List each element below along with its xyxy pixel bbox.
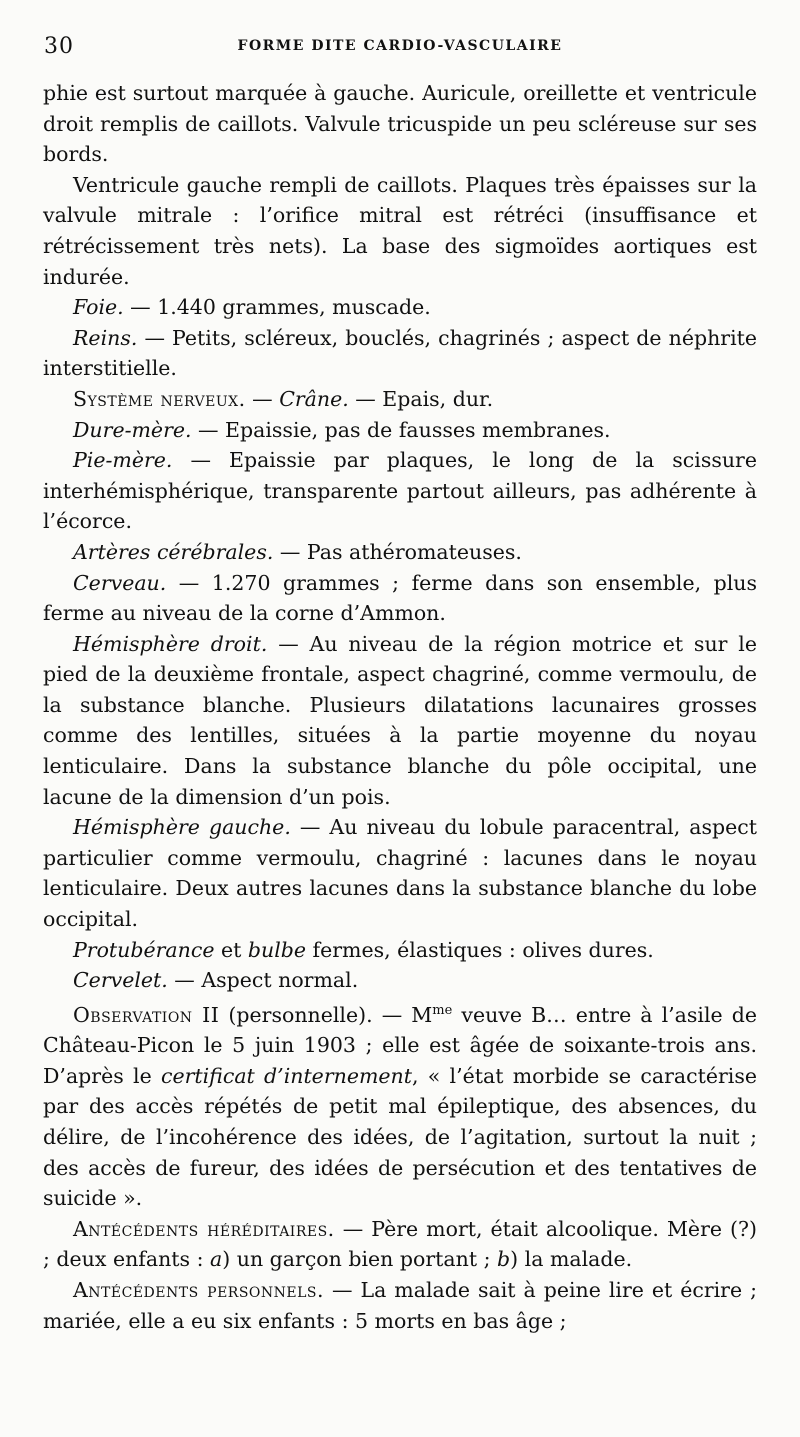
page-number: 30 bbox=[44, 34, 74, 59]
paragraph-cerebellum: Cervelet. — Aspect normal. bbox=[73, 968, 359, 993]
section-label: Cervelet. bbox=[73, 968, 168, 993]
paragraph-dura-mater: Dure-mère. — Epaissie, pas de fausses membranes. bbox=[73, 417, 611, 442]
paragraph-heart-right: phie est surtout marquée à gauche. Auricule, oreillette et ventricule droit remplis de caillots. Valvule tricuspide un peu scléreuse sur ses bords. bbox=[43, 81, 757, 167]
paragraph-pia-mater: Pie-mère. — Epaissie par plaques, le long de la scissure interhémisphérique, transparente partout ailleurs, pas adhérente à l’écorce. bbox=[43, 448, 757, 534]
paragraph-brain: Cerveau. — 1.270 grammes ; ferme dans son ensemble, plus ferme au niveau de la corne d’Ammon. bbox=[43, 570, 757, 626]
paragraph-right-hemisphere: Hémisphère droit. — Au niveau de la région motrice et sur le pied de la deuxième frontale, aspect chagriné, comme vermoulu, de la substance blanche. Plusieurs dilatations lacunaires grosses comme des lentilles, situées à la partie moyenne du noyau lenticulaire. Dans la substance blanche du pôle occipital, une lacune de la dimension d’un pois. bbox=[43, 631, 757, 809]
section-heading: Antécédents personnels. bbox=[73, 1277, 325, 1302]
paragraph-nervous-system: Système nerveux. — Crâne. — Epais, dur. bbox=[73, 386, 494, 411]
section-heading: Observation II bbox=[73, 1002, 220, 1027]
paragraph-hereditary-history: Antécédents héréditaires. — Père mort, était alcoolique. Mère (?) ; deux enfants : a) un garçon bien portant ; b) la malade. bbox=[43, 1216, 757, 1272]
paragraph-observation-2: Observation II (personnelle). — $M^{me}$ veuve B… entre à l’asile de Château-Picon le 5 juin 1903 ; elle est âgée de soixante-trois ans. D’après le certificat d’internement, « l’état morbide se caractérise par des accès répétés de petit mal épileptique, des absences, du délire, de l’incohérence des idées, de l’agitation, surtout la nuit ; des accès de fureur, des idées de persécution et des tentatives de suicide ». bbox=[43, 1002, 757, 1211]
section-heading: Système nerveux. bbox=[73, 386, 246, 411]
paragraph-heart-left: Ventricule gauche rempli de caillots. Plaques très épaisses sur la valvule mitrale : l’orifice mitral est rétréci (insuffisance et rétrécissement très nets). La base des sigmoïdes aortiques est indurée. bbox=[43, 172, 757, 289]
section-label: Artères cérébrales. bbox=[73, 539, 274, 564]
section-label: bulbe bbox=[247, 937, 307, 962]
body-text bbox=[43, 78, 757, 1336]
section-heading: Antécédents héréditaires. bbox=[73, 1216, 335, 1241]
section-label: Hémisphère gauche. bbox=[73, 815, 291, 840]
paragraph-pons-medulla: Protubérance et bulbe fermes, élastiques : olives dures. bbox=[73, 937, 654, 962]
section-label: Pie-mère. bbox=[73, 448, 173, 473]
running-title: FORME DITE CARDIO-VASCULAIRE bbox=[237, 38, 563, 54]
section-label: Crâne. bbox=[279, 386, 349, 411]
paragraph-liver: Foie. — 1.440 grammes, muscade. bbox=[73, 295, 431, 320]
page-header bbox=[44, 34, 756, 66]
section-label: Cerveau. bbox=[73, 570, 167, 595]
section-label: Hémisphère droit. bbox=[73, 631, 268, 656]
section-label: Protubérance bbox=[73, 937, 215, 962]
paragraph-cerebral-arteries: Artères cérébrales. — Pas athéromateuses. bbox=[73, 539, 522, 564]
paragraph-personal-history: Antécédents personnels. — La malade sait à peine lire et écrire ; mariée, elle a eu six enfants : 5 morts en bas âge ; bbox=[43, 1277, 757, 1333]
section-label: Dure-mère. bbox=[73, 417, 192, 442]
paragraph-kidneys: Reins. — Petits, scléreux, bouclés, chagrinés ; aspect de néphrite interstitielle. bbox=[43, 325, 757, 381]
paragraph-left-hemisphere: Hémisphère gauche. — Au niveau du lobule paracentral, aspect particulier comme vermoulu, chagriné : lacunes dans le noyau lenticulaire. Deux autres lacunes dans la substance blanche du lobe occipital. bbox=[43, 815, 757, 932]
section-label: Foie. bbox=[73, 295, 124, 320]
section-label: Reins. bbox=[73, 325, 138, 350]
